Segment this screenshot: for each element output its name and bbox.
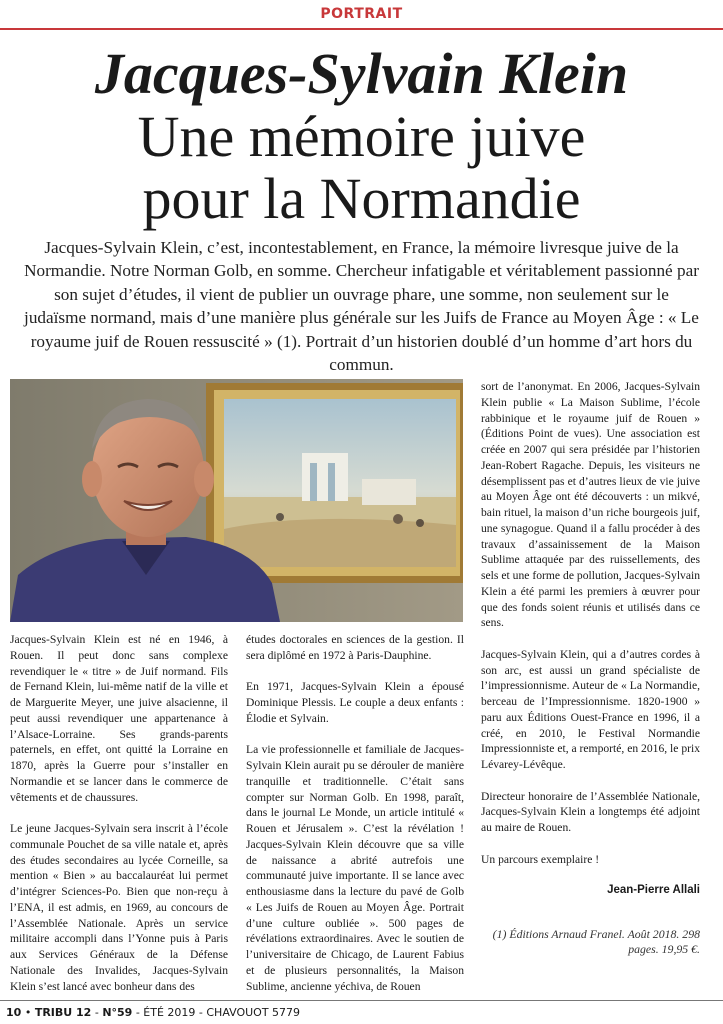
article-paragraph: La vie professionnelle et familiale de Jacques-Sylvain Klein aurait pu se dérouler de manière tranquille et traditionnelle. C’était sans compter sur Norman Golb. En 1998, paraît, dans le journal Le Monde, un article intitulé « Rouen et Jérusalem ». C’est la révélation ! Jacques-Sylvain Klein découvre que sa ville de naissance a abrité autrefois une communauté juive importante. Il se lance avec enthousiasme dans la lecture du pavé de Golb « Les Juifs de Rouen au Moyen Âge. Portrait d’une culture oubliée ». 500 pages de révélations extraordinaires. Avec le soutien de l’universitaire de Chicago, de Laurent Fabius et de plusieurs personnalités, la Maison Sublime, ancienne yéchiva, de Rouen	[246, 743, 464, 993]
author-byline: Jean-Pierre Allali	[607, 884, 700, 896]
article-column-3	[481, 379, 700, 958]
article-paragraph: En 1971, Jacques-Sylvain Klein a épousé Dominique Plessis. Le couple a deux enfants : Élodie et Sylvain.	[246, 680, 464, 725]
article-lead: Jacques-Sylvain Klein, c’est, incontestablement, en France, la mémoire livresque juive de la Normandie. Notre Norman Golb, en somme. Chercheur infatigable et véritablement passionné par son sujet d’études, il vient de publier un ouvrage phare, une somme, non seulement sur le judaïsme normand, mais d’une manière plus générale sur les Juifs de France au Moyen Âge : « Le royaume juif de Rouen ressuscité » (1). Portrait d’un historien doublé d’un homme d’art hors du commun.	[24, 238, 699, 375]
article-paragraph: Jacques-Sylvain Klein est né en 1946, à Rouen. Il peut donc sans complexe revendiquer le « titre » de Juif normand. Fils de Fernand Klein, lui-même natif de la ville et de Marguerite Meyer, une juive alsacienne, il peut aussi revendiquer une appartenance à l’Alsace-Lorraine. Ses grands-parents paternels, en effet, ont quitté la Lorraine en 1870, après la Guerre pour s’installer en Normandie et se lancer dans le commerce de vêtements et de chaussures.	[10, 633, 228, 804]
title-subtitle-line2: pour la Normandie	[142, 166, 581, 231]
issue-season: ÉTÉ 2019 - CHAVOUOT 5779	[143, 1006, 301, 1019]
footer-divider	[0, 1000, 723, 1001]
article-paragraph: Jacques-Sylvain Klein, qui a d’autres cordes à son arc, est aussi un grand spécialiste de l’impressionnisme. Auteur de « La Normandie, berceau de l’Impressionnisme. 1820-1900 » paru aux Éditions Ouest-France en 1996, il a créé, en 2010, le Festival Normandie Impressionniste et, a remporté, en 2016, le prix Lévarey-Lévêque.	[481, 647, 700, 771]
article-paragraph: Le jeune Jacques-Sylvain sera inscrit à l’école communale Pouchet de sa ville natale et, après des études secondaires au lycée Corneille, sa mention « Bien » au baccalauréat lui permet d’intégrer Sciences-Po. Bien que non-reçu à l’ENA, il est admis, en 1969, au concours de l’Assemblée Nationale. Après un service militaire accompli dans l’Yonne puis à Paris aux Services Généraux de la Défense Nationale des Invalides, Jacques-Sylvain Klein s’est lancé avec bonheur dans des	[10, 822, 228, 993]
section-rubric: PORTRAIT	[320, 6, 403, 22]
issue-number: N°59	[102, 1006, 133, 1019]
article-paragraph: Un parcours exemplaire !	[481, 852, 600, 866]
page-number: 10	[6, 1006, 22, 1019]
title-name: Jacques-Sylvain Klein	[94, 41, 629, 106]
page-footer: 10 • TRIBU 12 - N°59 - ÉTÉ 2019 - CHAVOUOT 5779	[6, 1006, 301, 1019]
footnote: (1) Éditions Arnaud Franel. Août 2018. 298 pages. 19,95 €.	[492, 926, 700, 957]
portrait-photo	[10, 379, 463, 622]
article-paragraph: études doctorales en sciences de la gestion. Il sera diplômé en 1972 à Paris-Dauphine.	[246, 633, 464, 662]
article-paragraph: Directeur honoraire de l’Assemblée Nationale, Jacques-Sylvain Klein a longtemps été adjoint au maire de Rouen.	[481, 789, 700, 834]
rubric-divider	[0, 28, 723, 30]
title-subtitle-line1: Une mémoire juive	[137, 104, 586, 169]
article-title	[0, 42, 723, 230]
article-column-2	[246, 632, 464, 994]
publication-name: TRIBU 12	[34, 1006, 92, 1019]
article-column-1	[10, 632, 228, 994]
article-paragraph: sort de l’anonymat. En 2006, Jacques-Sylvain Klein publie « La Maison Sublime, l’école rabbinique et le royaume juif de Rouen » (Éditions Point de vues). Une association est créée en 2007 qui sera présidée par l’historien Jean-Robert Ragache. Depuis, les visiteurs ne désemplissent pas et d’autres lieux de vie juive au Moyen Âge ont été découverts : un mikvé, bain rituel, la maison d’un riche bourgeois juif, une synagogue. Quand il a fallu procéder à des travaux d’assainissement de la Maison Sublime attaquée par des ruissellements, des sels et une forme de pollution, Jacques-Sylvain Klein a été parmi les premiers à œuvrer pour que des fonds soient réunis et utilisés dans ce sens.	[481, 380, 700, 630]
